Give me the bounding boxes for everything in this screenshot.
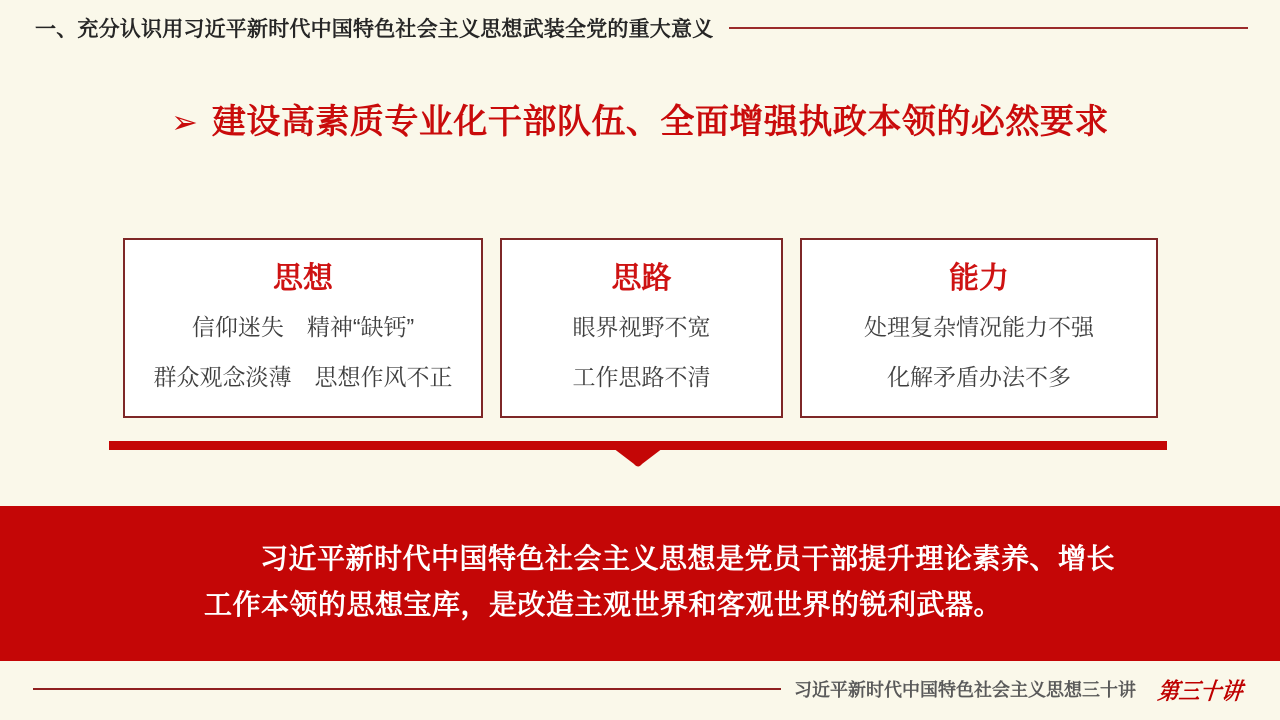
footer-series-title: 习近平新时代中国特色社会主义思想三十讲 [794,680,1136,700]
banner-text-line: 工作本领的思想宝库，是改造主观世界和客观世界的锐利武器。 [204,589,1003,620]
box-text-line: 眼界视野不宽 [572,314,711,340]
box-text-line: 群众观念淡薄 思想作风不正 [153,364,453,390]
box-title: 思想 [273,262,333,295]
box-title: 能力 [949,262,1009,295]
box-approach [500,238,783,418]
box-text-line: 信仰迷失 精神“缺钙” [191,314,415,340]
box-ability [800,238,1158,418]
box-title: 思路 [611,262,672,295]
header-rule-line [729,27,1248,29]
slide-title: 建设高素质专业化干部队伍、全面增强执政本领的必然要求 [211,103,1109,141]
summary-banner [0,506,1280,661]
slide-title-row [0,100,1280,144]
box-thought [123,238,483,418]
section-title: 一、充分认识用习近平新时代中国特色社会主义思想武装全党的重大意义 [35,18,714,41]
problem-boxes [123,238,1158,418]
box-text-line: 工作思路不清 [572,364,711,390]
footer-rule-line [33,688,781,690]
arrow-bullet-icon: ➢ [171,104,198,140]
footer-episode-label: 第三十讲 [1156,677,1244,705]
box-text-line: 处理复杂情况能力不强 [864,314,1094,340]
banner-text-line: 习近平新时代中国特色社会主义思想是党员干部提升理论素养、增长 [260,543,1116,574]
footer [33,676,1250,705]
down-triangle-icon [613,448,663,470]
section-header [35,14,1248,42]
box-text-line: 化解矛盾办法不多 [887,364,1071,390]
